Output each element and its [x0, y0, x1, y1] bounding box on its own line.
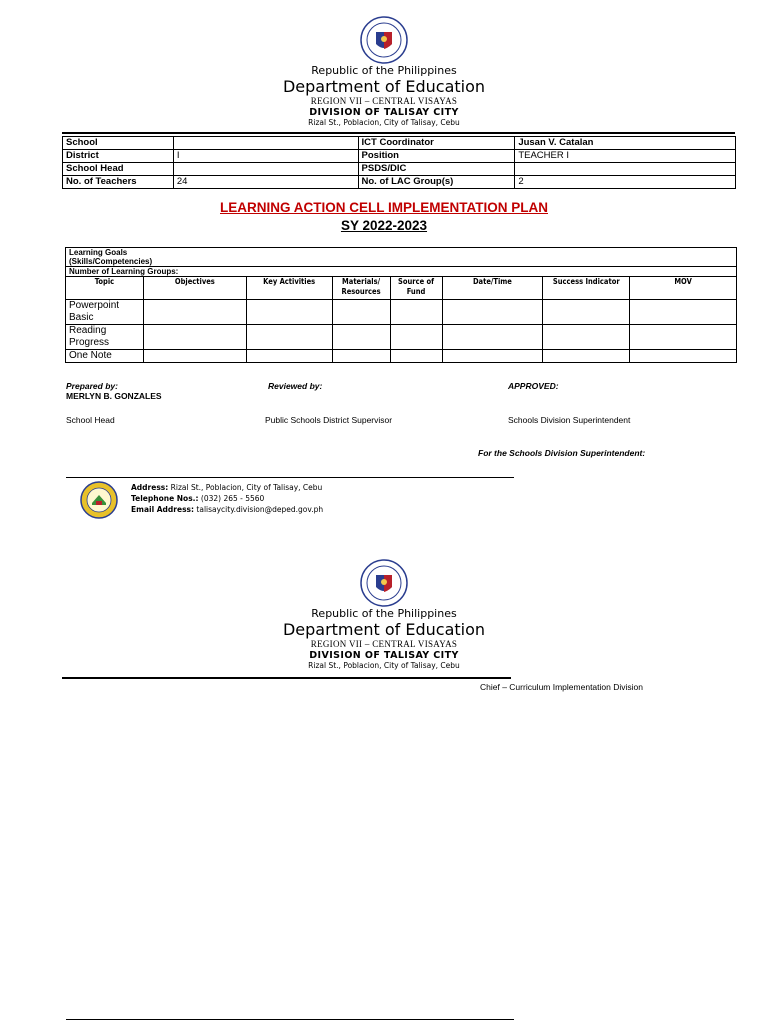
lac-groups-label: No. of LAC Group(s): [358, 176, 515, 189]
footer-telephone: (032) 265 - 5560: [200, 494, 265, 503]
teachers-value: 24: [173, 176, 358, 189]
approver-role: Schools Division Superintendent: [508, 415, 631, 425]
email-label: Email Address:: [131, 505, 195, 514]
info-table: [62, 136, 736, 189]
learning-goals-label: Learning Goals: [69, 248, 128, 257]
col-header-key-activities: Key Activities: [246, 277, 332, 300]
district-value: I: [173, 150, 358, 163]
region-text: REGION VII – CENTRAL VISAYAS: [310, 96, 458, 106]
psds-label: PSDS/DIC: [358, 163, 515, 176]
topic-cell: One Note: [66, 350, 144, 363]
col-header-objectives: Objectives: [143, 277, 246, 300]
table-row: [63, 150, 736, 163]
col-header-materials: Materials/ Resources: [332, 277, 390, 300]
ict-coordinator-value: Jusan V. Catalan: [515, 137, 736, 150]
table-row: [66, 350, 737, 363]
skills-label: (Skills/Competencies): [69, 257, 153, 266]
republic-text: Republic of the Philippines: [311, 64, 457, 77]
footer-rule: [66, 1019, 514, 1020]
division-address: Rizal St., Poblacion, City of Talisay, Cebu: [308, 118, 460, 127]
lac-plan-table: [65, 247, 737, 363]
ict-coordinator-label: ICT Coordinator: [358, 137, 515, 150]
division-text: DIVISION OF TALISAY CITY: [309, 650, 459, 661]
preparer-role: School Head: [66, 415, 115, 425]
chief-role: Chief – Curriculum Implementation Division: [480, 682, 643, 692]
school-head-value: [173, 163, 358, 176]
region-text: REGION VII – CENTRAL VISAYAS: [310, 639, 458, 649]
school-value: [173, 137, 358, 150]
topic-cell: Powerpoint Basic: [66, 300, 144, 325]
topic-cell: Reading Progress: [66, 325, 144, 350]
division-text: DIVISION OF TALISAY CITY: [309, 107, 459, 118]
reviewed-by-label: Reviewed by:: [268, 381, 323, 391]
deped-seal-icon: [360, 559, 408, 607]
prepared-by-label: Prepared by:: [66, 381, 118, 391]
table-header-row: [66, 277, 737, 300]
school-year: SY 2022-2023: [340, 218, 428, 233]
reviewer-role: Public Schools District Supervisor: [265, 415, 393, 425]
district-label: District: [63, 150, 174, 163]
department-title: Department of Education: [282, 620, 486, 639]
col-header-date-time: Date/Time: [442, 277, 543, 300]
learning-groups-label: Number of Learning Groups:: [66, 267, 737, 277]
table-row: [63, 163, 736, 176]
col-header-source-of-fund: Source of Fund: [390, 277, 442, 300]
address-label: Address:: [131, 483, 169, 492]
col-header-success-indicator: Success Indicator: [543, 277, 630, 300]
header-rule: [62, 677, 511, 679]
division-address: Rizal St., Poblacion, City of Talisay, Cebu: [308, 661, 460, 670]
position-value: TEACHER I: [515, 150, 736, 163]
table-row: [66, 325, 737, 350]
col-header-topic: Topic: [66, 277, 144, 300]
footer-email: talisaycity.division@deped.gov.ph: [196, 505, 324, 514]
lac-groups-value: 2: [515, 176, 736, 189]
telephone-label: Telephone Nos.:: [131, 494, 199, 503]
psds-value: [515, 163, 736, 176]
approved-label: APPROVED:: [508, 381, 559, 391]
plan-title: LEARNING ACTION CELL IMPLEMENTATION PLAN: [220, 200, 548, 215]
teachers-label: No. of Teachers: [63, 176, 174, 189]
col-header-mov: MOV: [630, 277, 737, 300]
header-rule: [62, 132, 735, 134]
footer-rule: [66, 477, 514, 478]
school-head-label: School Head: [63, 163, 174, 176]
republic-text: Republic of the Philippines: [311, 607, 457, 620]
table-row: [63, 137, 736, 150]
table-row: [66, 300, 737, 325]
table-row: [66, 267, 737, 277]
school-label: School: [63, 137, 174, 150]
department-title: Department of Education: [282, 77, 486, 96]
for-sds-label: For the Schools Division Superintendent:: [478, 448, 646, 458]
deped-seal-icon: [360, 16, 408, 64]
footer-address: Rizal St., Poblacion, City of Talisay, Cebu: [170, 483, 323, 492]
table-row: [63, 176, 736, 189]
position-label: Position: [358, 150, 515, 163]
preparer-name: MERLYN B. GONZALES: [66, 391, 162, 401]
table-row: [66, 248, 737, 267]
division-seal-icon: [80, 481, 118, 519]
